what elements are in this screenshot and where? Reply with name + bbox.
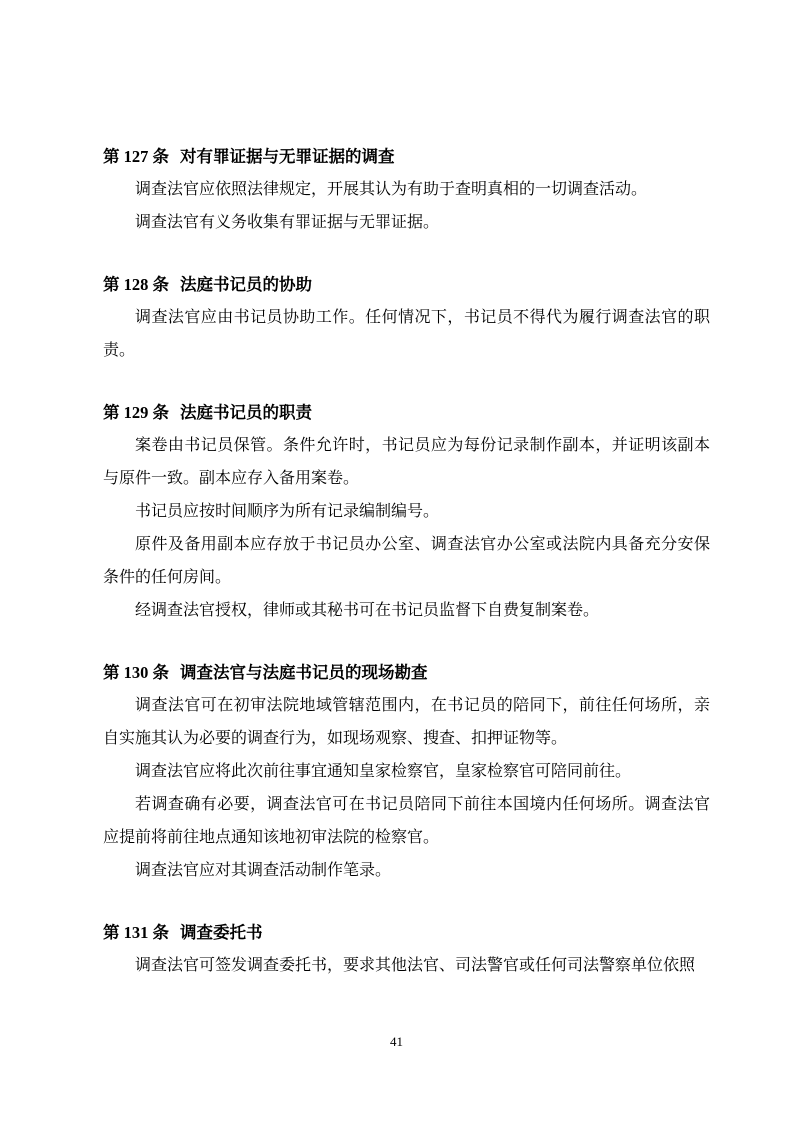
article-paragraph: 案卷由书记员保管。条件允许时，书记员应为每份记录制作副本，并证明该副本与原件一致。副本应存入备用案卷。	[103, 437, 710, 487]
article-heading	[103, 916, 710, 949]
article-number: 第 131 条	[103, 923, 169, 942]
article-number: 第 129 条	[103, 403, 169, 422]
article-title: 调查法官与法庭书记员的现场勘查	[180, 663, 428, 682]
article-paragraph: 书记员应按时间顺序为所有记录编制编号。	[135, 503, 440, 520]
article-paragraph: 调查法官可在初审法院地域管辖范围内，在书记员的陪同下，前往任何场所，亲自实施其认为必要的调查行为，如现场观察、搜查、扣押证物等。	[103, 697, 710, 747]
article-paragraph: 若调查确有必要，调查法官可在书记员陪同下前往本国境内任何场所。调查法官应提前将前往地点通知该地初审法院的检察官。	[103, 796, 710, 846]
article-128	[103, 268, 710, 367]
article-paragraph: 调查法官有义务收集有罪证据与无罪证据。	[135, 214, 440, 231]
article-heading	[103, 268, 710, 301]
article-131	[103, 916, 710, 982]
article-title: 调查委托书	[180, 923, 263, 942]
article-127	[103, 140, 710, 239]
article-heading	[103, 656, 710, 689]
article-paragraph: 调查法官应对其调查活动制作笔录。	[135, 862, 392, 879]
article-number: 第 130 条	[103, 663, 169, 682]
article-paragraph: 调查法官应由书记员协助工作。任何情况下，书记员不得代为履行调查法官的职责。	[103, 309, 710, 359]
article-number: 第 128 条	[103, 275, 169, 294]
article-number: 第 127 条	[103, 147, 169, 166]
article-paragraph: 调查法官应将此次前往事宜通知皇家检察官，皇家检察官可陪同前往。	[135, 763, 632, 780]
article-paragraph: 调查法官可签发调查委托书，要求其他法官、司法警官或任何司法警察单位依照	[135, 957, 696, 974]
article-heading	[103, 396, 710, 429]
article-heading	[103, 140, 710, 173]
article-paragraph: 经调查法官授权，律师或其秘书可在书记员监督下自费复制案卷。	[135, 602, 600, 619]
article-title: 法庭书记员的协助	[180, 275, 312, 294]
article-paragraph: 调查法官应依照法律规定，开展其认为有助于查明真相的一切调查活动。	[135, 181, 648, 198]
page-number: 41	[390, 1034, 403, 1049]
article-129	[103, 396, 710, 627]
document-content	[103, 140, 710, 982]
article-title: 法庭书记员的职责	[180, 403, 312, 422]
article-130	[103, 656, 710, 887]
article-title: 对有罪证据与无罪证据的调查	[180, 147, 395, 166]
article-paragraph: 原件及备用副本应存放于书记员办公室、调查法官办公室或法院内具备充分安保条件的任何房间。	[103, 536, 710, 586]
